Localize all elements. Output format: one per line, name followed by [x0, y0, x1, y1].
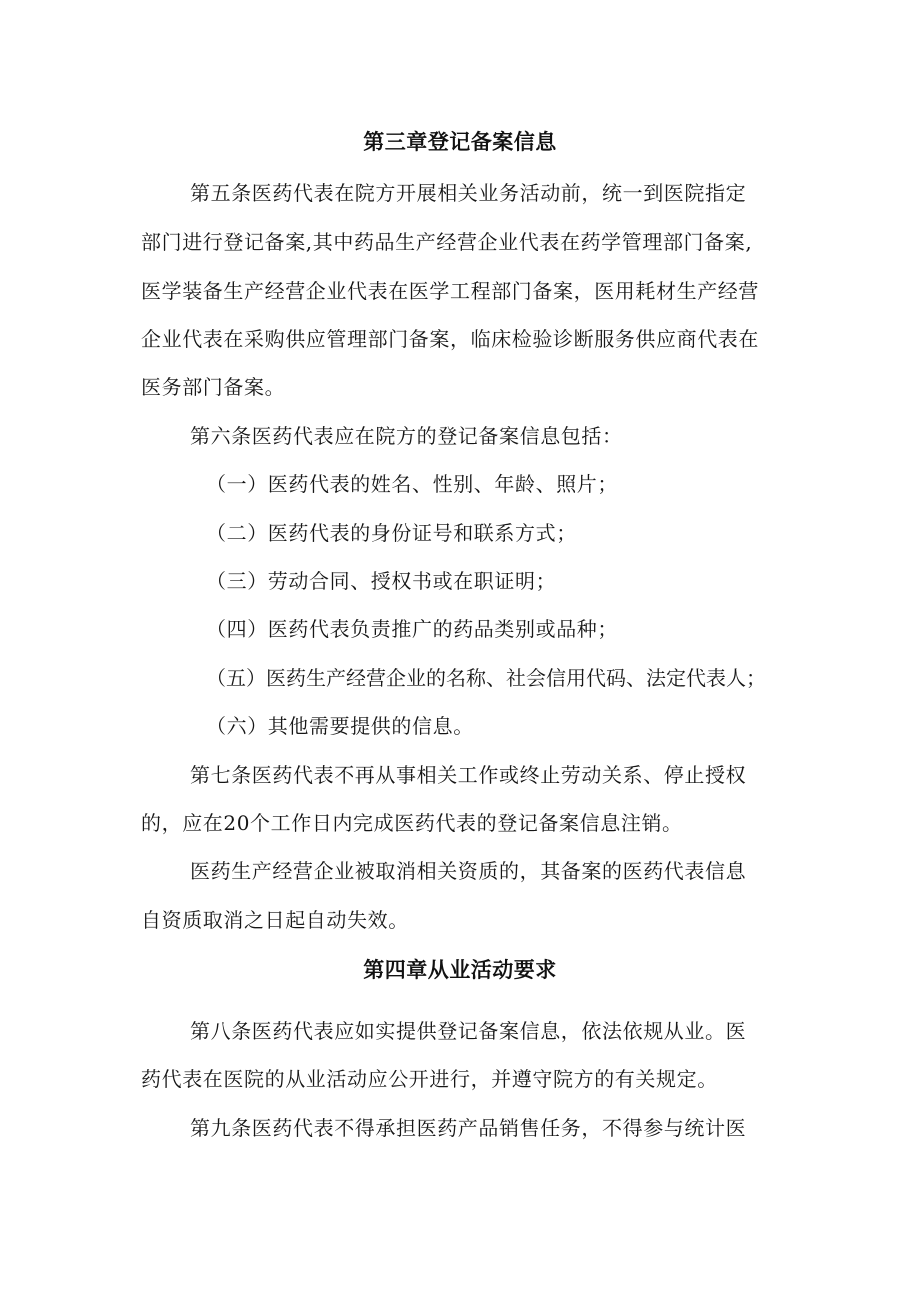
- article-6-item-6: （六）其他需要提供的信息。: [206, 714, 474, 738]
- article-8-line-2: 药代表在医院的从业活动应公开进行，并遵守院方的有关规定。: [141, 1067, 718, 1091]
- article-5-line-3: 医学装备生产经营企业代表在医学工程部门备案，医用耗材生产经营: [141, 279, 759, 303]
- article-7-line-1: 第七条医药代表不再从事相关工作或终止劳动关系、停止授权: [190, 763, 747, 787]
- article-6-item-3: （三）劳动合同、授权书或在职证明；: [206, 569, 557, 593]
- article-5-line-2: 部门进行登记备案,其中药品生产经营企业代表在药学管理部门备案,: [141, 230, 753, 254]
- article-8-line-1: 第八条医药代表应如实提供登记备案信息，依法依规从业。医: [190, 1019, 747, 1043]
- chapter-4-title: 第四章从业活动要求: [363, 958, 557, 982]
- article-9-line-1: 第九条医药代表不得承担医药产品销售任务，不得参与统计医: [190, 1116, 747, 1140]
- article-6-item-5: （五）医药生产经营企业的名称、社会信用代码、法定代表人；: [206, 666, 766, 690]
- article-7-para-2-line-2: 自资质取消之日起自动失效。: [141, 908, 409, 932]
- article-6-intro: 第六条医药代表应在院方的登记备案信息包括：: [190, 424, 623, 448]
- chapter-3-title: 第三章登记备案信息: [363, 130, 557, 154]
- article-6-item-2: （二）医药代表的身份证号和联系方式；: [206, 521, 577, 545]
- article-7-para-2-line-1: 医药生产经营企业被取消相关资质的，其备案的医药代表信息: [190, 859, 747, 883]
- article-6-item-4: （四）医药代表负责推广的药品类别或品种；: [206, 617, 618, 641]
- article-5-line-4: 企业代表在采购供应管理部门备案，临床检验诊断服务供应商代表在: [141, 327, 759, 351]
- article-7-line-2: 的，应在20个工作日内完成医药代表的登记备案信息注销。: [141, 811, 683, 835]
- article-5-line-5: 医务部门备案。: [141, 375, 286, 399]
- article-5-line-1: 第五条医药代表在院方开展相关业务活动前，统一到医院指定: [190, 181, 747, 205]
- article-6-item-1: （一）医药代表的姓名、性别、年龄、照片；: [206, 472, 618, 496]
